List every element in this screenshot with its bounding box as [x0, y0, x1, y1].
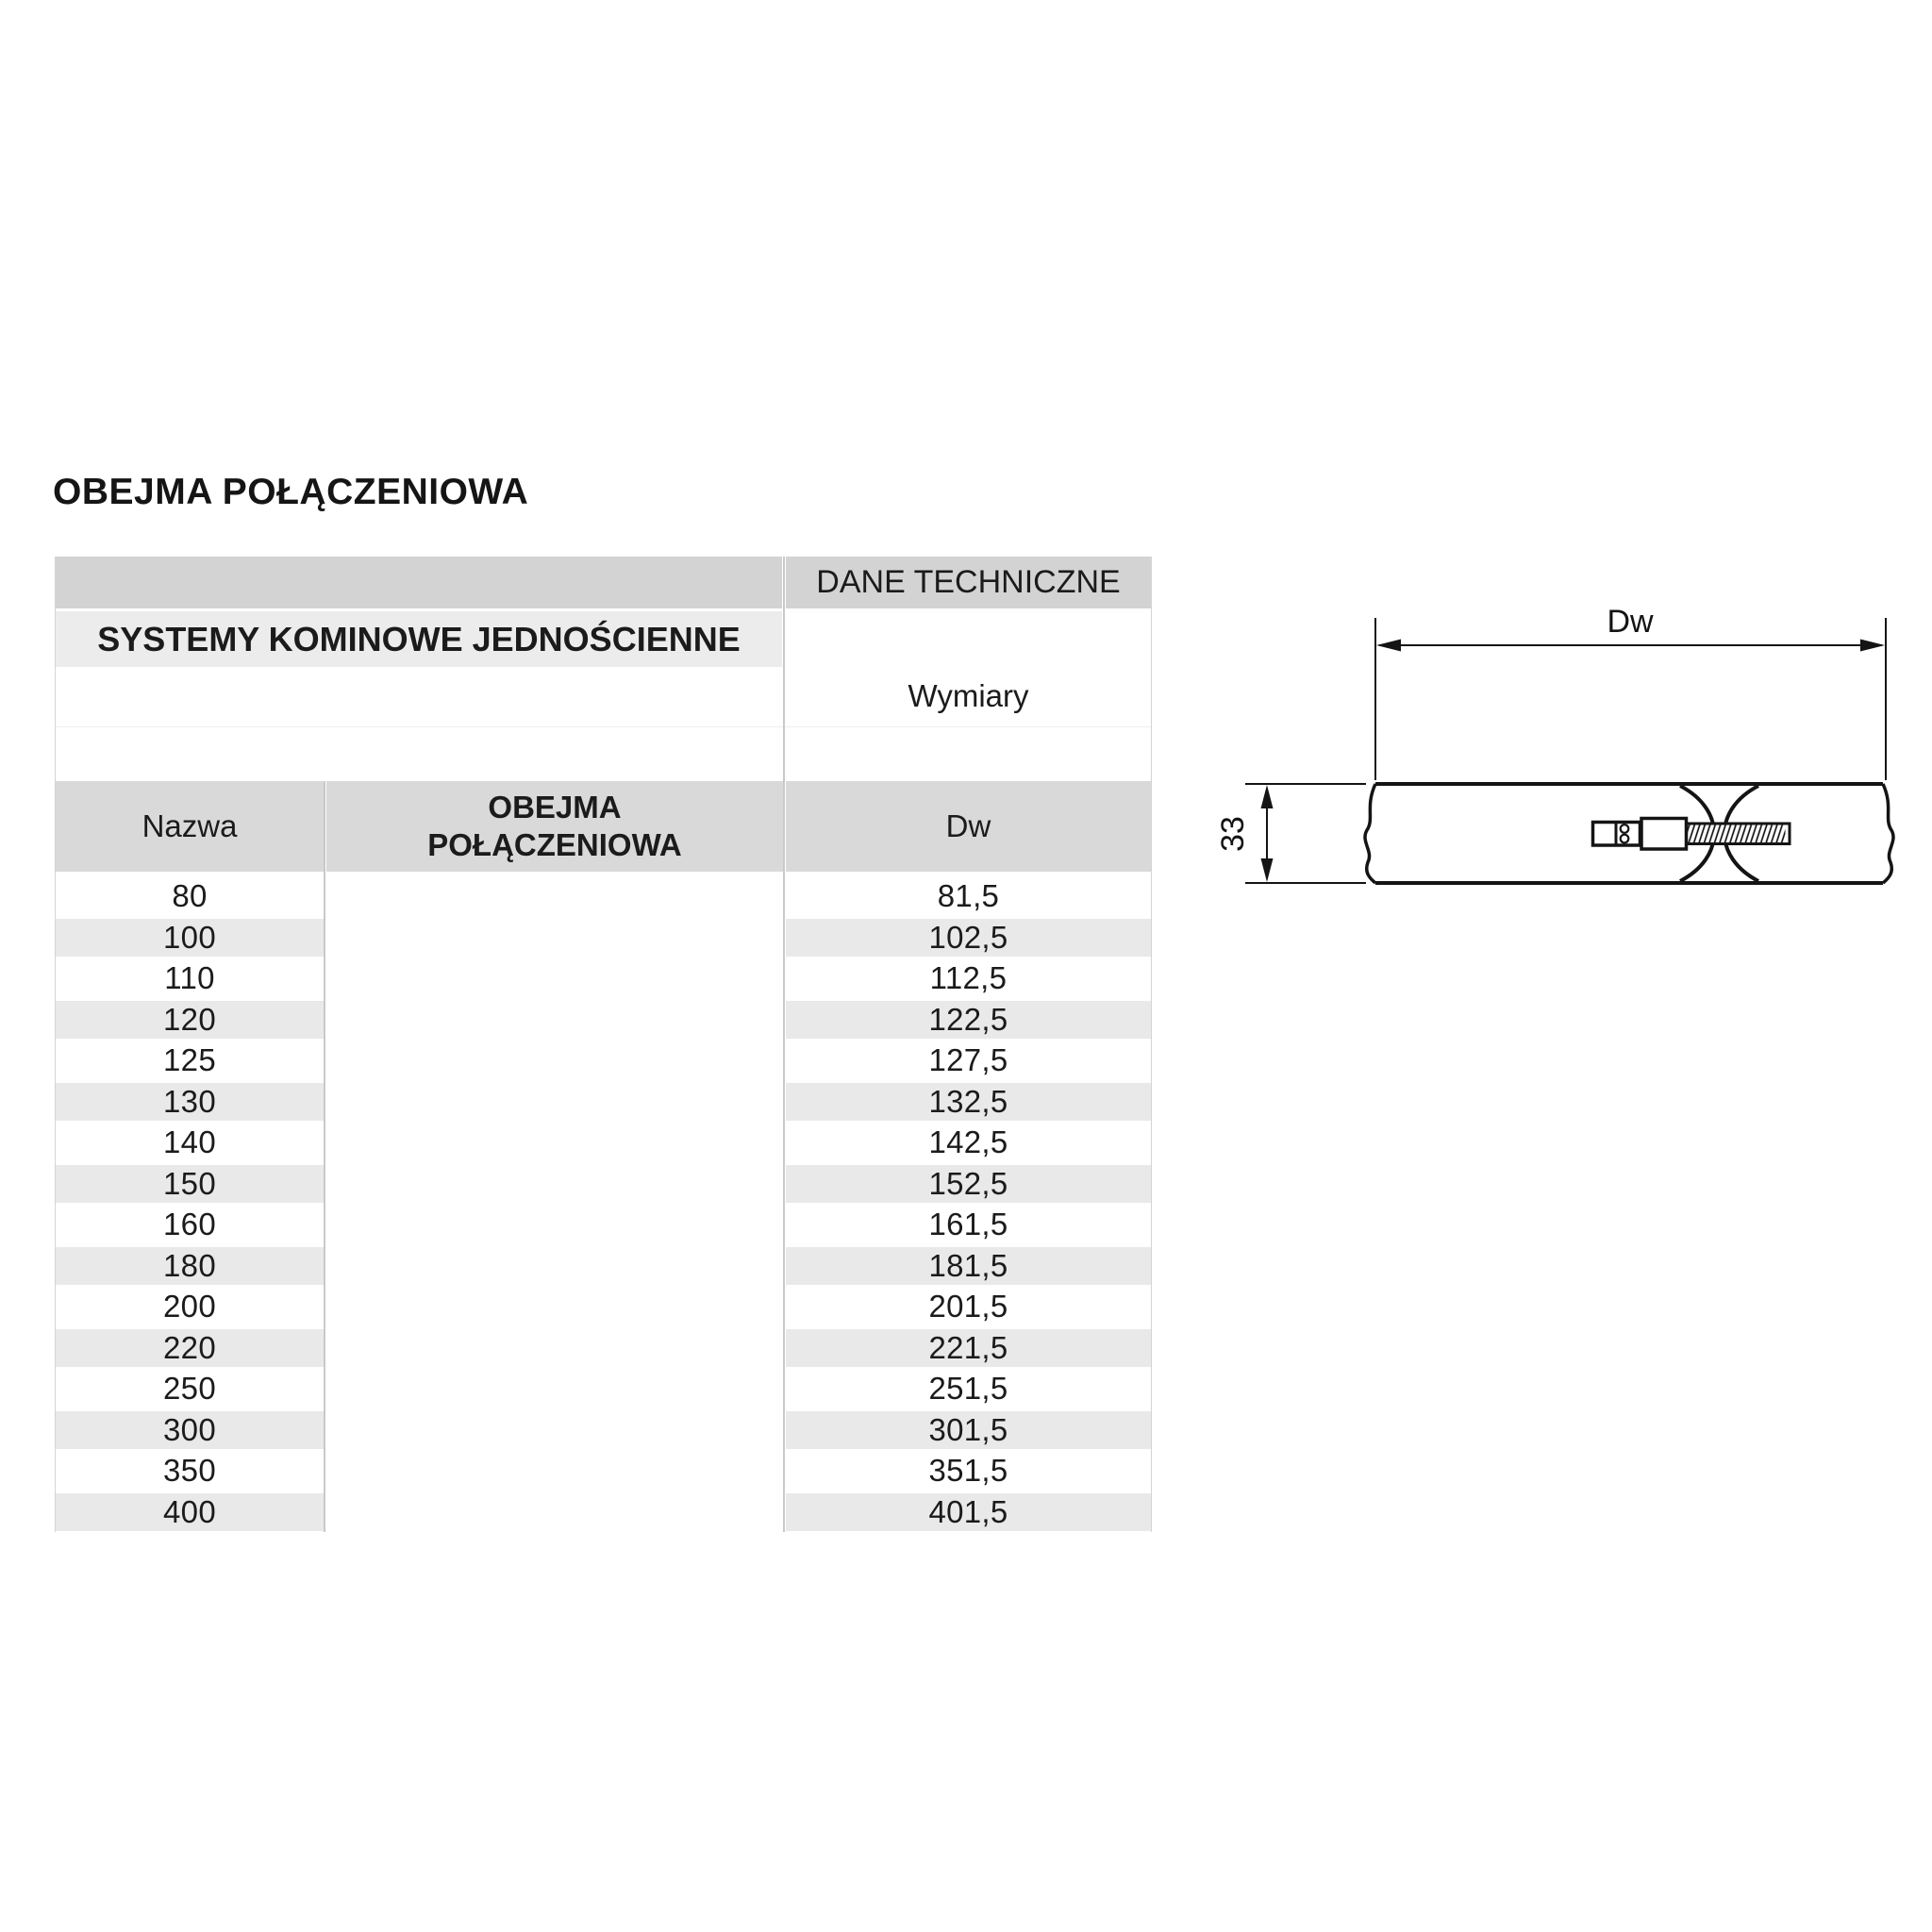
table-row-cell: 400 — [56, 1491, 324, 1533]
dim-arrow-left — [1376, 640, 1401, 652]
column-divider-2 — [783, 557, 785, 1532]
bolt-head-detail — [1621, 824, 1629, 833]
table-row-cell: 351,5 — [928, 1452, 1008, 1488]
table-row-cell: 140 — [163, 1124, 216, 1159]
width-dimension — [1375, 618, 1886, 780]
table-row-cell: 161,5 — [928, 1206, 1008, 1241]
table-row-cell: 250 — [163, 1370, 216, 1406]
table-row-cell: 130 — [56, 1081, 324, 1123]
table-row-cell: 80 — [172, 877, 208, 913]
table-row-cell: 401,5 — [786, 1491, 1151, 1533]
table-row-cell: 132,5 — [786, 1081, 1151, 1123]
dim-arrow-down — [1261, 858, 1274, 882]
dim-arrow-right — [1860, 640, 1885, 652]
band-break-left — [1365, 784, 1375, 883]
table-row-cell: 200 — [163, 1288, 216, 1324]
table-row-cell: 180 — [56, 1245, 324, 1287]
table-row-cell: 300 — [56, 1409, 324, 1451]
column-header-name: Nazwa — [56, 781, 324, 872]
column-nazwa-rows — [56, 875, 324, 1532]
table-row-cell: 120 — [56, 999, 324, 1041]
technical-data-header: DANE TECHNICZNE — [786, 557, 1151, 608]
table-row-cell: 181,5 — [786, 1245, 1151, 1287]
dim-arrow-up — [1261, 785, 1274, 808]
spec-table — [55, 557, 1152, 1532]
table-row-cell: 112,5 — [929, 959, 1008, 995]
table-row-cell: 220 — [56, 1327, 324, 1369]
column-divider-1 — [324, 781, 325, 1532]
table-row-cell: 150 — [56, 1163, 324, 1205]
table-row-cell: 221,5 — [786, 1327, 1151, 1369]
table-row-cell: 142,5 — [928, 1124, 1008, 1159]
column-dw-rows — [786, 875, 1151, 1532]
faint-grid-line — [56, 726, 1151, 727]
bolt-head-detail — [1621, 835, 1629, 843]
table-row-cell: 350 — [163, 1452, 216, 1488]
dimensions-header: Wymiary — [786, 611, 1151, 781]
bolt-thread-hatch — [1688, 825, 1786, 843]
table-row-cell: 102,5 — [786, 917, 1151, 958]
table-row-cell: 201,5 — [928, 1288, 1008, 1324]
clamp-bolt — [1593, 819, 1790, 850]
table-row-cell: 127,5 — [928, 1041, 1008, 1077]
width-dimension-label: Dw — [1607, 604, 1654, 640]
bolt-nut — [1641, 819, 1687, 850]
table-row-cell: 100 — [56, 917, 324, 958]
header-spacer-cell — [56, 557, 782, 608]
table-row-cell: 160 — [163, 1206, 216, 1241]
table-row-cell: 81,5 — [937, 877, 1000, 913]
band-break-right — [1883, 784, 1893, 883]
column-header-dw: Dw — [786, 781, 1151, 872]
page-title: OBEJMA POŁĄCZENIOWA — [53, 472, 529, 512]
clamp-technical-drawing — [1208, 566, 1932, 943]
system-header: SYSTEMY KOMINOWE JEDNOŚCIENNE — [56, 611, 782, 667]
table-row-cell: 125 — [163, 1041, 216, 1077]
table-row-cell: 251,5 — [928, 1370, 1008, 1406]
table-row-cell: 152,5 — [786, 1163, 1151, 1205]
column-header-product — [326, 781, 783, 872]
table-row-cell: 301,5 — [786, 1409, 1151, 1451]
table-row-cell: 122,5 — [786, 999, 1151, 1041]
height-dimension-label: 33 — [1215, 816, 1251, 852]
column-header-product-label: OBEJMA POŁĄCZENIOWA — [427, 790, 682, 862]
table-row-cell: 110 — [164, 959, 215, 995]
